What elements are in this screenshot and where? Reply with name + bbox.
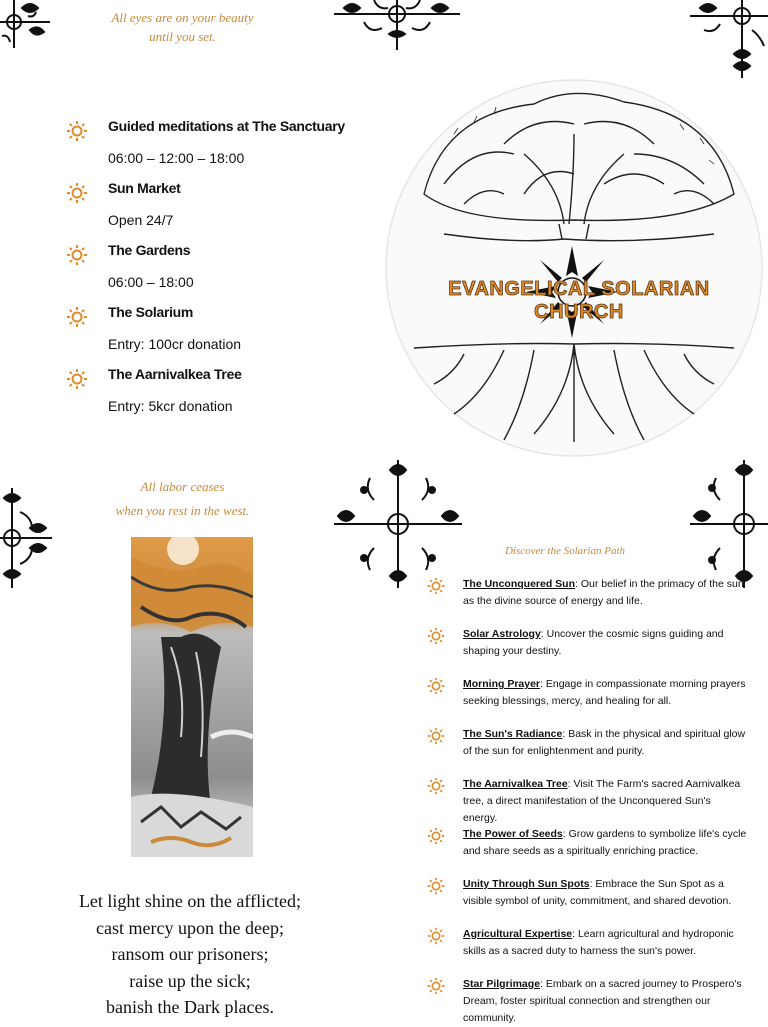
path-item-text <box>463 676 747 710</box>
path-item-term: Agricultural Expertise <box>463 928 573 940</box>
schedule-item <box>66 304 356 366</box>
prayer-verse <box>40 888 340 1021</box>
path-item-desc: : Learn agricultural and hydroponic skills as a sacred duty to harness the sun's power. <box>463 928 734 957</box>
path-item-text <box>463 876 747 910</box>
path-item-term: The Aarnivalkea Tree <box>463 778 568 790</box>
path-item-text <box>463 926 747 960</box>
top-quote <box>60 8 305 46</box>
prayer-line: Let light shine on the afflicted; <box>78 891 302 911</box>
aarnivalkea-tree-illustration <box>131 537 253 857</box>
top-quote-line-1: All eyes are on your beauty <box>111 10 254 25</box>
path-item <box>427 876 747 926</box>
church-title: EVANGELICAL SOLARIAN CHURCH <box>448 278 710 323</box>
path-item-term: The Sun's Radiance <box>463 728 563 740</box>
schedule-item-detail: Entry: 5kcr donation <box>108 398 233 414</box>
prayer-line: banish the Dark places. <box>106 997 274 1017</box>
path-item-term: The Unconquered Sun <box>463 578 576 590</box>
floral-ornament-top-center <box>334 0 460 50</box>
floral-ornament-mid-right <box>690 460 768 588</box>
schedule-item-title: The Aarnivalkea Tree <box>108 366 242 382</box>
path-item-desc: : Grow gardens to symbolize life's cycle and share seeds as a spiritually enriching practice. <box>463 828 747 857</box>
tree-of-life-illustration <box>384 74 768 462</box>
path-item <box>427 576 747 626</box>
floral-ornament-top-right <box>690 0 768 78</box>
path-item-text <box>463 626 747 660</box>
schedule-item-title: Guided meditations at The Sanctuary <box>108 118 345 134</box>
sun-icon <box>66 244 88 266</box>
path-item <box>427 776 747 826</box>
middle-quote-line-1: All labor ceases <box>140 479 225 494</box>
path-item <box>427 726 747 776</box>
solarian-path-list <box>427 576 747 1026</box>
sun-icon <box>427 827 445 845</box>
middle-quote-line-2: when you rest in the west. <box>115 503 250 518</box>
path-item-desc: : Our belief in the primacy of the sun as the divine source of energy and life. <box>463 578 744 607</box>
path-item-text <box>463 826 747 860</box>
path-item-term: Solar Astrology <box>463 628 541 640</box>
sun-icon <box>427 577 445 595</box>
top-quote-line-2: until you set. <box>149 29 216 44</box>
path-item-term: Star Pilgrimage <box>463 978 541 990</box>
floral-ornament-mid-left <box>0 488 52 588</box>
floral-ornament-mid-center <box>334 460 462 588</box>
sun-icon <box>427 927 445 945</box>
sun-icon <box>427 977 445 995</box>
sun-icon <box>427 777 445 795</box>
prayer-line: cast mercy upon the deep; <box>96 917 284 938</box>
sun-icon <box>427 727 445 745</box>
path-item-term: Morning Prayer <box>463 678 541 690</box>
path-item <box>427 826 747 876</box>
path-item-desc: : Uncover the cosmic signs guiding and shaping your destiny. <box>463 628 724 657</box>
church-emblem <box>384 74 768 462</box>
schedule-item-detail: 06:00 – 12:00 – 18:00 <box>108 150 245 166</box>
path-item-desc: : Engage in compassionate morning prayers seeking blessings, mercy, and healing for all. <box>463 678 746 707</box>
path-item-term: The Power of Seeds <box>463 828 563 840</box>
schedule-item-title: The Solarium <box>108 304 194 320</box>
sun-icon <box>66 368 88 390</box>
sun-icon <box>66 306 88 328</box>
path-item-text <box>463 976 747 1027</box>
middle-quote <box>60 475 305 523</box>
prayer-line: raise up the sick; <box>129 970 251 991</box>
sun-icon <box>427 677 445 695</box>
schedule-item-detail: 06:00 – 18:00 <box>108 274 194 290</box>
path-item-desc: : Embark on a sacred journey to Prospero's Dream, foster spiritual connection and strengthen our community. <box>463 978 742 1024</box>
path-item <box>427 676 747 726</box>
path-item <box>427 626 747 676</box>
sun-icon <box>427 627 445 645</box>
schedule-list <box>66 118 356 428</box>
path-item-desc: : Bask in the physical and spiritual glow of the sun for enlightenment and purity. <box>463 728 746 757</box>
sun-icon <box>66 120 88 142</box>
floral-ornament-top-left <box>0 0 52 50</box>
sun-icon <box>66 182 88 204</box>
schedule-item-detail: Entry: 100cr donation <box>108 336 242 352</box>
schedule-item <box>66 242 356 304</box>
path-heading: Discover the Solarian Path <box>504 545 626 557</box>
path-item-text <box>463 576 747 610</box>
path-item-desc: : Visit The Farm's sacred Aarnivalkea tree, a direct manifestation of the Unconquered Sun's energy. <box>463 778 741 824</box>
path-item <box>427 976 747 1026</box>
sun-icon <box>427 877 445 895</box>
path-item-term: Unity Through Sun Spots <box>463 878 590 890</box>
schedule-item-detail: Open 24/7 <box>108 212 174 228</box>
path-item-text <box>463 726 747 760</box>
schedule-item-title: Sun Market <box>108 180 181 196</box>
path-item-text <box>463 776 747 827</box>
schedule-item <box>66 366 356 428</box>
schedule-item <box>66 118 356 180</box>
prayer-line: ransom our prisoners; <box>111 944 269 964</box>
schedule-item <box>66 180 356 242</box>
path-item-desc: : Embrace the Sun Spot as a visible symbol of unity, commitment, and shared devotion. <box>463 878 732 907</box>
path-item <box>427 926 747 976</box>
schedule-item-title: The Gardens <box>108 242 191 258</box>
